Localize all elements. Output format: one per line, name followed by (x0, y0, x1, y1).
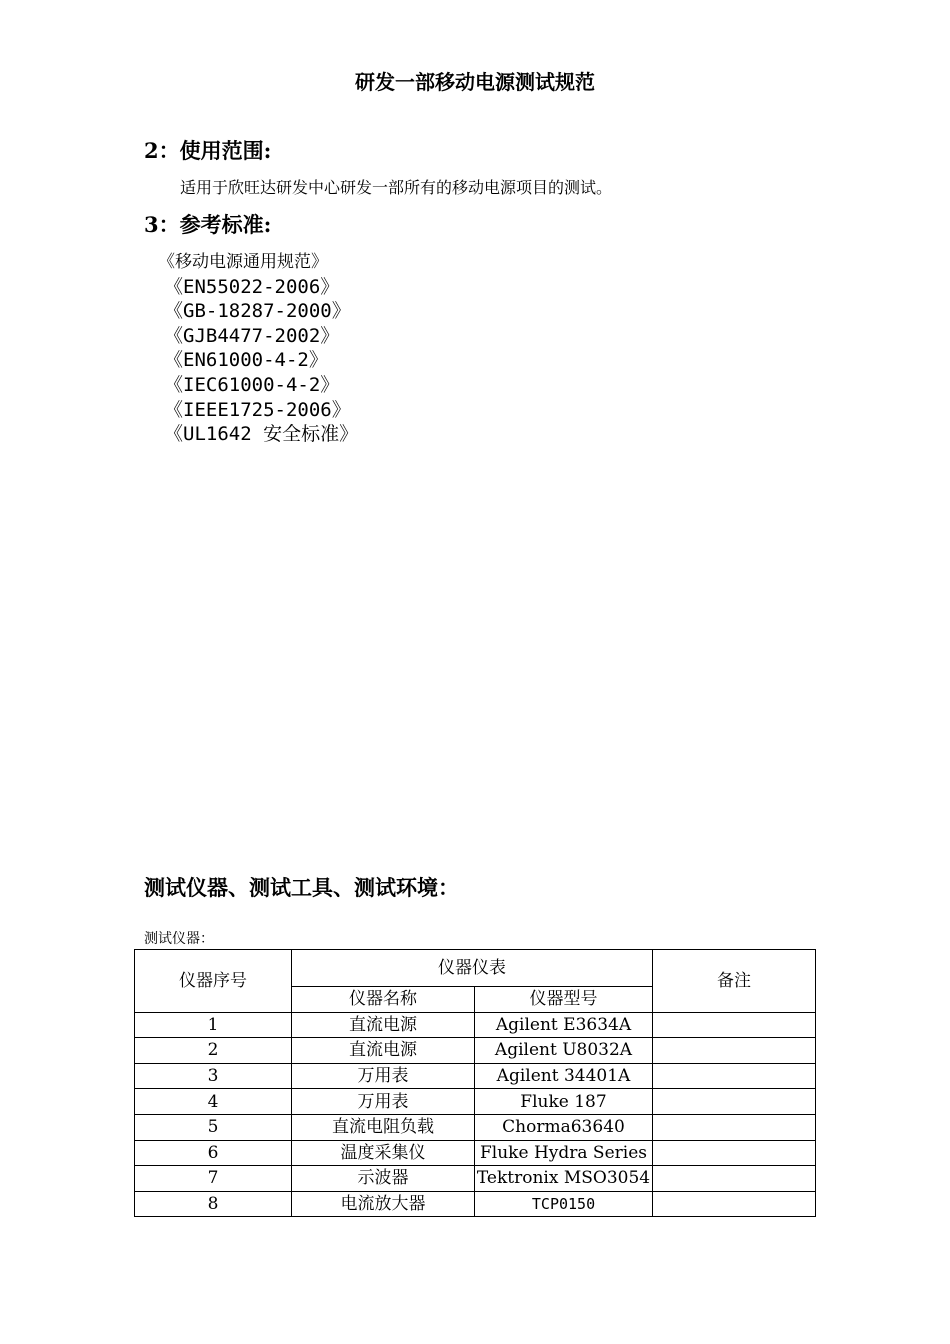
table-row (135, 1038, 816, 1064)
reference-item: 《EN61000-4-2》 (164, 349, 328, 372)
cell-remark (653, 1063, 816, 1089)
cell-remark (653, 1114, 816, 1140)
cell-name: 万用表 (292, 1063, 475, 1089)
references-heading: 3：参考标准: (144, 212, 272, 237)
cell-model: Tektronix MSO3054 (475, 1166, 653, 1192)
cell-model: Fluke 187 (475, 1089, 653, 1115)
cell-name: 直流电源 (292, 1038, 475, 1064)
cell-no: 7 (135, 1166, 292, 1192)
cell-name: 直流电阻负载 (292, 1114, 475, 1140)
table-row (135, 1166, 816, 1192)
cell-no: 2 (135, 1038, 292, 1064)
environment-heading: 测试仪器、测试工具、测试环境： (144, 875, 459, 900)
table-row (135, 1012, 816, 1038)
cell-name: 示波器 (292, 1166, 475, 1192)
cell-remark (653, 1089, 816, 1115)
table-row (135, 1140, 816, 1166)
cell-name: 温度采集仪 (292, 1140, 475, 1166)
header-instrument-name: 仪器名称 (292, 987, 475, 1013)
cell-no: 5 (135, 1114, 292, 1140)
cell-no: 1 (135, 1012, 292, 1038)
cell-remark (653, 1166, 816, 1192)
cell-name: 万用表 (292, 1089, 475, 1115)
cell-remark (653, 1140, 816, 1166)
scope-heading: 2：使用范围: (144, 138, 272, 163)
reference-item: 《IEEE1725-2006》 (164, 398, 351, 421)
table-row (135, 1089, 816, 1115)
cell-model: Agilent 34401A (475, 1063, 653, 1089)
instrument-table (134, 949, 816, 1217)
header-instrument-model: 仪器型号 (475, 987, 653, 1013)
header-instrument-no: 仪器序号 (135, 950, 292, 1013)
cell-no: 3 (135, 1063, 292, 1089)
scope-text: 适用于欣旺达研发中心研发一部所有的移动电源项目的测试。 (180, 178, 613, 197)
table-header-row (135, 950, 816, 987)
cell-remark (653, 1191, 816, 1217)
cell-model: Fluke Hydra Series (475, 1140, 653, 1166)
cell-model: TCP0150 (475, 1191, 653, 1217)
header-instrument-group: 仪器仪表 (292, 950, 653, 987)
reference-item: 《移动电源通用规范》 (158, 252, 328, 272)
reference-item: 《GB-18287-2000》 (164, 300, 351, 323)
cell-no: 8 (135, 1191, 292, 1217)
cell-model: Agilent U8032A (475, 1038, 653, 1064)
cell-name: 电流放大器 (292, 1191, 475, 1217)
table-row (135, 1114, 816, 1140)
cell-model: Agilent E3634A (475, 1012, 653, 1038)
table-row (135, 1191, 816, 1217)
reference-item: 《EN55022-2006》 (164, 275, 340, 298)
document-title: 研发一部移动电源测试规范 (355, 70, 595, 94)
header-remark: 备注 (653, 950, 816, 1013)
table-row (135, 1063, 816, 1089)
references-list (158, 250, 358, 447)
table-caption: 测试仪器： (144, 931, 214, 947)
reference-item: 《IEC61000-4-2》 (164, 373, 340, 396)
cell-no: 6 (135, 1140, 292, 1166)
cell-name: 直流电源 (292, 1012, 475, 1038)
cell-remark (653, 1012, 816, 1038)
cell-model: Chorma63640 (475, 1114, 653, 1140)
cell-no: 4 (135, 1089, 292, 1115)
reference-item: 《GJB4477-2002》 (164, 324, 340, 347)
cell-remark (653, 1038, 816, 1064)
reference-item: 《UL1642 安全标准》 (164, 423, 359, 446)
